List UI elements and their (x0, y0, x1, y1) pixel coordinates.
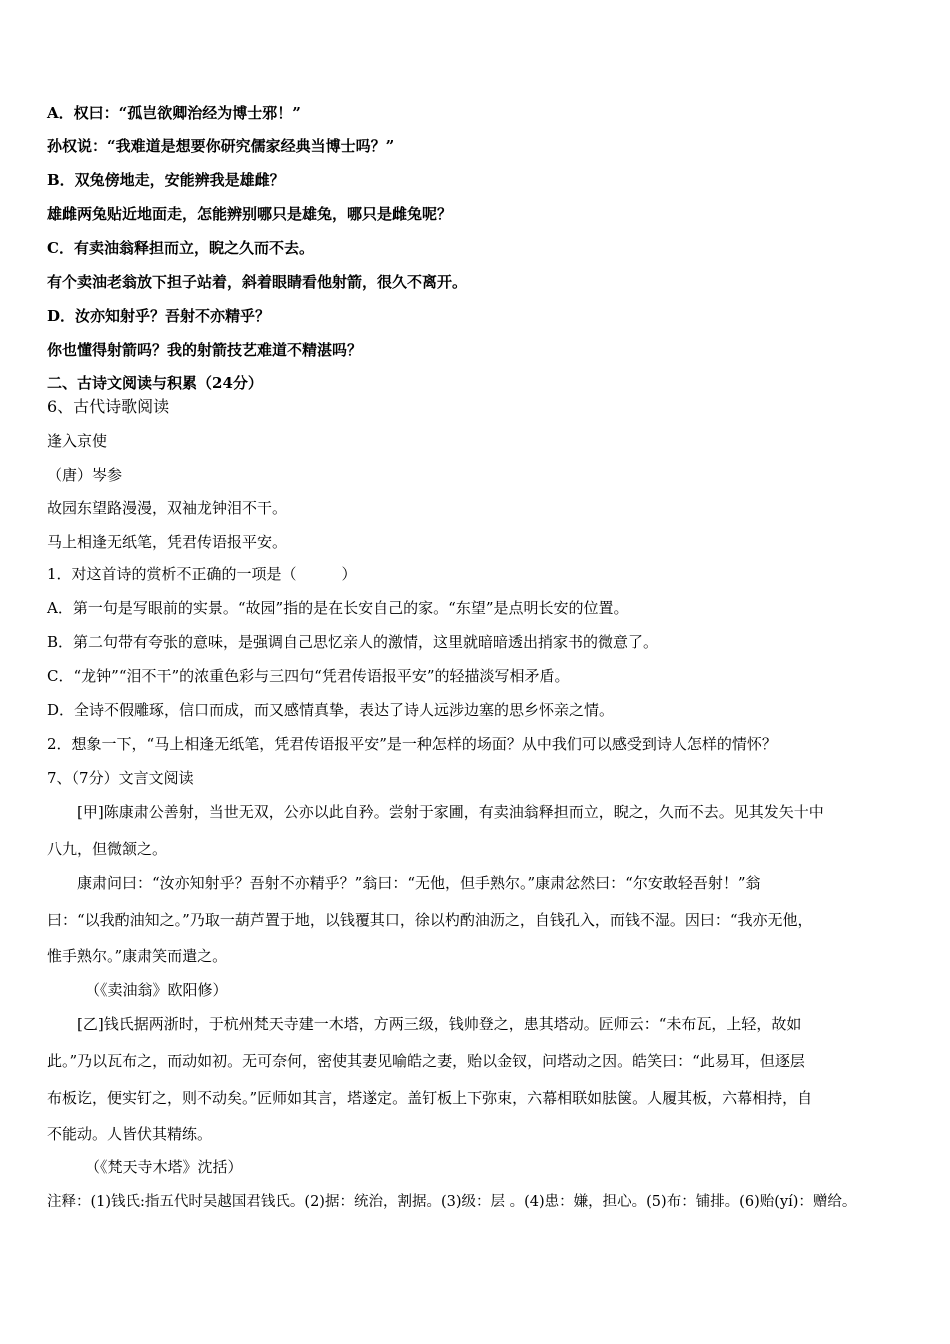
passage-jia-line: 康肃问曰：“汝亦知射乎？吾射不亦精乎？”翁曰：“无他，但手熟尔。”康肃忿然曰：“尔安敢轻吾射！”翁 (77, 874, 761, 892)
passage-yi-line: 不能动。人皆伏其精练。 (47, 1125, 213, 1143)
choice-a: A．第一句是写眼前的实景。“故园”指的是在长安自己的家。“东望”是点明长安的位置。 (47, 599, 629, 617)
question-6-heading: 6、古代诗歌阅读 (47, 397, 170, 416)
passage-yi-source: （《梵天寺木塔》沈括） (85, 1158, 243, 1176)
passage-jia-line: 八九，但微颔之。 (47, 840, 168, 858)
option-d-translation: 你也懂得射箭吗？我的射箭技艺难道不精湛吗？ (47, 341, 363, 359)
passage-yi-line: 此。”乃以瓦布之，而动如初。无可奈何，密使其妻见喻皓之妻，贻以金钗，问塔动之因。皓笑曰：“此易耳，但逐层 (47, 1052, 805, 1070)
passage-jia-line: [甲]陈康肃公善射，当世无双，公亦以此自矜。尝射于家圃，有卖油翁释担而立，睨之，久而不去。见其发矢十中 (77, 803, 824, 821)
poem-author: （唐）岑参 (47, 466, 123, 484)
option-c-translation: 有个卖油老翁放下担子站着，斜着眼睛看他射箭，很久不离开。 (47, 273, 468, 291)
option-a-translation: 孙权说：“我难道是想要你研究儒家经典当博士吗？” (47, 137, 395, 155)
passage-jia-line: 曰：“以我酌油知之。”乃取一葫芦置于地，以钱覆其口，徐以杓酌油沥之，自钱孔入，而钱不湿。因曰：“我亦无他， (47, 911, 813, 929)
poem-line: 故园东望路漫漫，双袖龙钟泪不干。 (47, 499, 288, 517)
option-d-source: D．汝亦知射乎？吾射不亦精乎？ (47, 307, 271, 325)
choice-c: C．“龙钟”“泪不干”的浓重色彩与三四句“凭君传语报平安”的轻描淡写相矛盾。 (47, 667, 570, 685)
option-a-source: A．权曰：“孤岂欲卿治经为博士邪！” (47, 104, 301, 122)
choice-d: D．全诗不假雕琢，信口而成，而又感情真挚，表达了诗人远涉边塞的思乡怀亲之情。 (47, 701, 615, 719)
poem-line: 马上相逢无纸笔，凭君传语报平安。 (47, 533, 288, 551)
poem-title: 逢入京使 (47, 432, 108, 450)
option-c-source: C．有卖油翁释担而立，睨之久而不去。 (47, 239, 314, 257)
sub-question-1: 1．对这首诗的赏析不正确的一项是（ ） (47, 565, 357, 583)
choice-b: B．第二句带有夸张的意味，是强调自己思忆亲人的激情，这里就暗暗透出捎家书的微意了。 (47, 633, 659, 651)
passage-jia-source: （《卖油翁》欧阳修） (85, 981, 228, 999)
question-7-heading: 7、（7分）文言文阅读 (47, 769, 194, 787)
option-b-source: B．双兔傍地走，安能辨我是雄雌？ (47, 171, 285, 189)
annotation-note: 注释：(1)钱氏:指五代时吴越国君钱氏。(2)据：统治，割据。(3)级：层 。(4)患：嫌，担心。(5)布：铺排。(6)贻(yí)：赠给。 (47, 1194, 857, 1210)
passage-yi-line: [乙]钱氏据两浙时，于杭州梵天寺建一木塔，方两三级，钱帅登之，患其塔动。匠师云：“未布瓦，上轻，故如 (77, 1015, 802, 1033)
passage-yi-line: 布板讫，便实钉之，则不动矣。”匠师如其言，塔遂定。盖钉板上下弥束，六幕相联如胠箧。人履其板，六幕相持，自 (47, 1089, 813, 1107)
section-heading: 二、古诗文阅读与积累（24分） (47, 374, 263, 392)
sub-question-2: 2．想象一下，“马上相逢无纸笔，凭君传语报平安”是一种怎样的场面？从中我们可以感受到诗人怎样的情怀？ (47, 735, 777, 753)
option-b-translation: 雄雌两兔贴近地面走，怎能辨别哪只是雄兔，哪只是雌兔呢？ (47, 205, 453, 223)
passage-jia-line: 惟手熟尔。”康肃笑而遣之。 (47, 947, 228, 965)
